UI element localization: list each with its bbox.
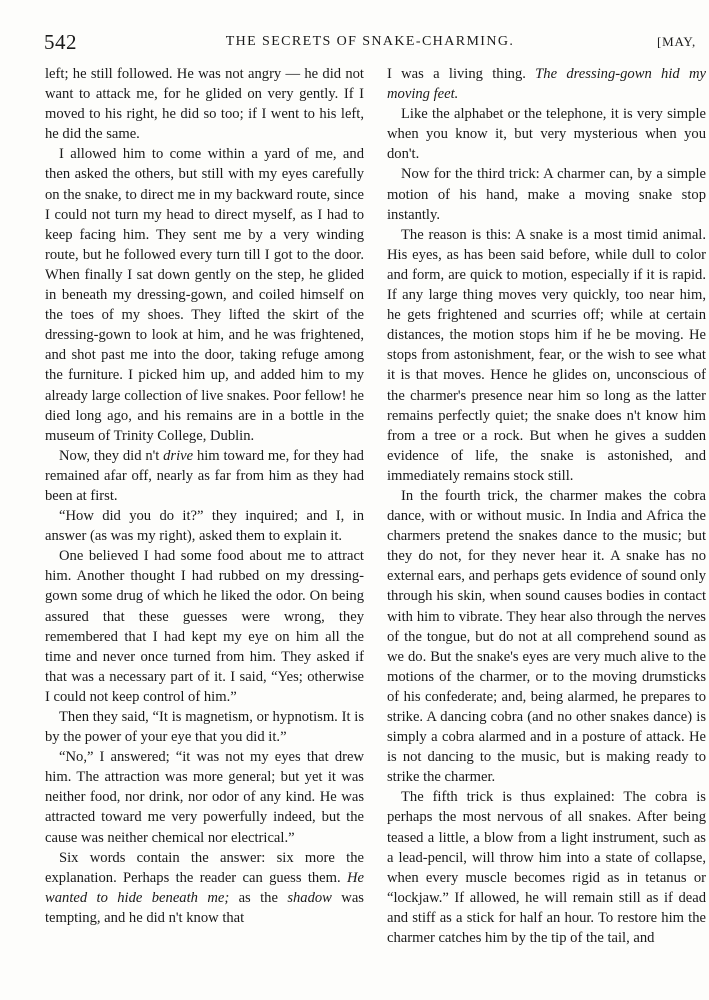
text-run: One believed I had some food about me to attract him. Another thought I had rubbed on my dressing-gown some drug of which he liked the odor. On being assured that these guesses were wrong, they remembered that I had kept my eye on him all the time and never once turned from him. They asked if that was a necessary part of it. I said, “Yes; otherwise I could not keep control of him.” bbox=[45, 548, 364, 705]
text-run: “How did you do it?” they inquired; and I, in answer (as was my right), asked them to explain it. bbox=[45, 508, 364, 545]
paragraph bbox=[45, 546, 364, 707]
page-number: 542 bbox=[44, 30, 77, 54]
text-run: Now for the third trick: A charmer can, by a simple motion of his hand, make a moving snake stop instantly. bbox=[387, 166, 706, 223]
text-run: Now, they did n't bbox=[59, 447, 164, 464]
paragraph bbox=[45, 64, 364, 144]
paragraph bbox=[45, 848, 364, 928]
text-run: Then they said, “It is magnetism, or hypnotism. It is by the power of your eye that you did it.” bbox=[45, 709, 364, 746]
text-run: as the bbox=[229, 889, 288, 906]
paragraph bbox=[387, 486, 706, 787]
paragraph bbox=[387, 787, 706, 948]
paragraph bbox=[45, 707, 364, 747]
text-run: In the fourth trick, the charmer makes the cobra dance, with or without music. In India and Africa the charmers pretend the snakes dance to the music; but they do not, for they never hear it. A snake has no external ears, and perhaps gets evidence of sound only through his skin, when sound causes bodies in contact with him to vibrate. They hear also through the nerves of the tongue, but do not at all comprehend sound as we do. But the snake's eyes are very much alive to the motions of the charmer, or to the moving drumsticks of his confederate; and, being alarmed, he prepares to strike. A dancing cobra (and no other snakes dance) is simply a cobra alarmed and in a posture of attack. He is not dancing to the music, but is making ready to strike the charmer. bbox=[387, 487, 706, 786]
left-text-column bbox=[45, 64, 364, 984]
text-run: The fifth trick is thus explained: The cobra is perhaps the most nervous of all snakes. After being teased a little, a blow from a light instrument, such as a lead-pencil, will throw him into a state of collapse, when every muscle becomes rigid as in tetanus or “lockjaw.” If allowed, he will remain still as if dead and stiff as a stick for half an hour. To restore him the charmer catches him by the tip of the tail, and bbox=[387, 789, 706, 947]
text-run: left; he still followed. He was not angry — he did not want to attack me, for he glided on very gently. If I moved to his right, he did so too; if I went to his left, he did the same. bbox=[45, 66, 364, 143]
text-run: was tempting, and he did n't know that bbox=[45, 889, 364, 926]
issue-month: [MAY, bbox=[656, 34, 696, 49]
page-header bbox=[44, 30, 696, 56]
italic-text: He wanted to hide beneath me; bbox=[45, 869, 364, 906]
paragraph bbox=[45, 446, 364, 506]
text-run: I was a living thing. bbox=[387, 66, 536, 82]
paragraph bbox=[387, 225, 706, 486]
italic-text: shadow bbox=[287, 889, 332, 906]
text-run: him toward me, for they had remained afar off, nearly as far from him as they had been at first. bbox=[45, 447, 364, 504]
paragraph bbox=[45, 144, 364, 445]
text-run: Six words contain the answer: six more the explanation. Perhaps the reader can guess them. bbox=[45, 849, 364, 886]
paragraph bbox=[387, 104, 706, 164]
text-run: The reason is this: A snake is a most timid animal. His eyes, as has been said before, while dull to color and form, are quick to motion, especially if it is rapid. If any large thing moves very quickly, too near him, he gets frightened and scurries off; while at certain distances, the motion stops him if he be moving. He stops from astonishment, fear, or the wish to see what it is that moves. Hence he glides on, unconscious of the charmer's presence near him so long as the latter remains perfectly quiet; the snake does n't know him from a tree or a rock. But when he gives a sudden evidence of life, the snake is astonished, and immediately remains stock still. bbox=[387, 226, 706, 484]
paragraph bbox=[45, 506, 364, 546]
text-run: Like the alphabet or the telephone, it is very simple when you know it, but very mysterious when you don't. bbox=[387, 106, 706, 163]
italic-text: drive bbox=[163, 447, 194, 464]
paragraph bbox=[45, 747, 364, 847]
running-title: THE SECRETS OF SNAKE-CHARMING. bbox=[225, 34, 515, 49]
paragraph bbox=[387, 164, 706, 224]
italic-text: The dressing-gown hid my moving feet. bbox=[387, 66, 706, 103]
right-text-column bbox=[387, 64, 706, 984]
paragraph bbox=[387, 64, 706, 104]
text-run: “No,” I answered; “it was not my eyes that drew him. The attraction was more general; but yet it was neither food, nor drink, nor odor of any kind. He was attracted toward me very powerfully indeed, but the cause was neither chemical nor electrical.” bbox=[45, 749, 364, 846]
text-run: I allowed him to come within a yard of me, and then asked the others, but still with my eyes carefully on the snake, to direct me in my backward route, since I could not turn my head to direct myself, as I had to keep facing him. They sent me by a very winding route, but he followed every turn till I got to the door. When finally I sat down gently on the step, he glided in beneath my dressing-gown, and coiled himself on the toes of my shoes. They lifted the skirt of the dressing-gown to look at him, and he was frightened, and shot past me into the door, taking refuge among the furniture. I picked him up, and added him to my already large collection of live snakes. Poor fellow! he died long ago, and his remains are in a bottle in the museum of Trinity College, Dublin. bbox=[45, 146, 364, 444]
